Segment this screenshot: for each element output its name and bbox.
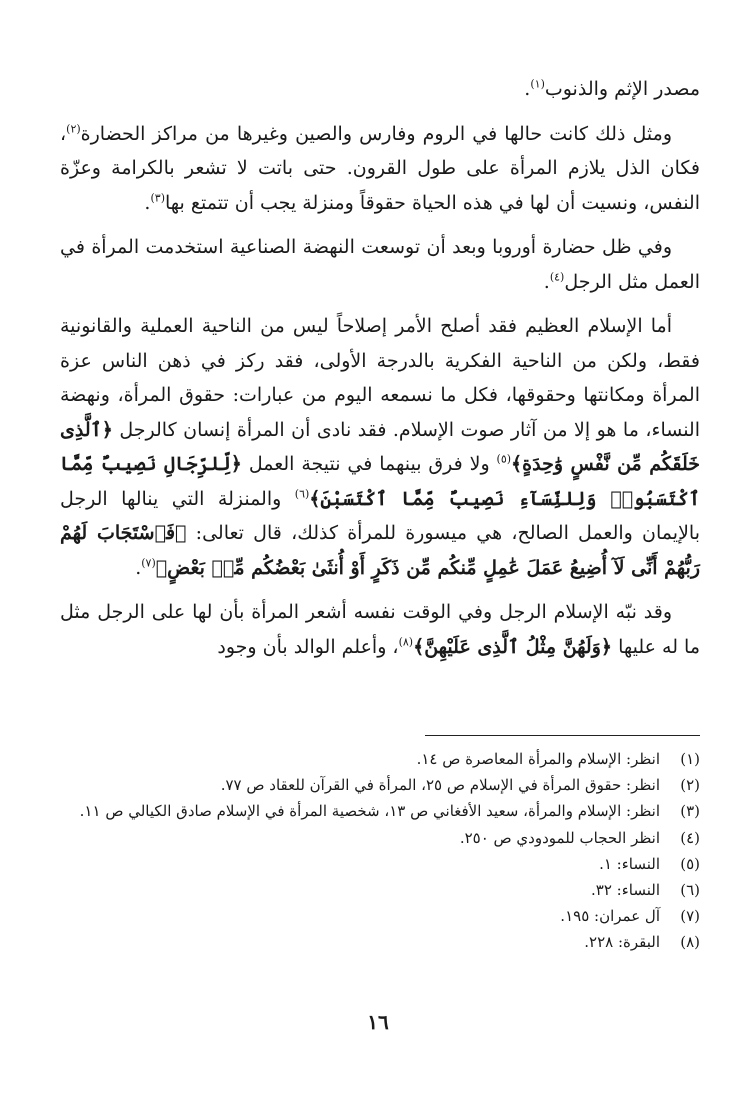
quran-quote: ﴿ٱلَّذِى خَلَقَكُم مِّن نَّفْسٍ وَٰحِدَةٍ﴾ (60, 418, 700, 475)
footnote-item (60, 877, 700, 903)
quran-quote: ﴿وَلَهُنَّ مِثْلُ ٱلَّذِى عَلَيْهِنَّ﴾ (413, 635, 613, 658)
paragraph-text: . (524, 78, 531, 100)
paragraph-text: وفي ظل حضارة أوروبا وبعد أن توسعت النهضة الصناعية استخدمت المرأة في العمل مثل الرجل (60, 236, 700, 293)
paragraph-3 (60, 230, 700, 299)
footnote-item (60, 772, 700, 798)
footnote-item (60, 903, 700, 929)
footnote-text: البقرة: ٢٢٨. (584, 933, 660, 952)
footnote-number: (١) (680, 750, 700, 768)
main-text (60, 72, 700, 664)
footnote-text: النساء: ١. (599, 854, 660, 873)
footnote-text: انظر: الإسلام والمرأة المعاصرة ص ١٤. (416, 750, 660, 768)
footnote-reference: (٨) (398, 635, 414, 649)
footnote-text: النساء: ٣٢. (591, 881, 660, 900)
footnote-reference: (٤) (549, 270, 565, 284)
quran-quote: ﴿فَٱسْتَجَابَ لَهُمْ رَبُّهُمْ أَنِّى لَآ أُضِيعُ عَمَلَ عَٰمِلٍ مِّنكُم مِّن ذَكَرٍ أَوْ أُنثَىٰ بَعْضُكُم مِّنۢ بَعْضٍ﴾ (60, 522, 700, 579)
footnote-separator (425, 735, 700, 736)
paragraph-4 (60, 309, 700, 585)
footnotes (60, 746, 700, 956)
footnote-reference: (٣) (150, 191, 165, 205)
footnote-reference: (٢) (66, 122, 81, 136)
paragraph-1 (60, 72, 700, 107)
footnote-text: آل عمران: ١٩٥. (560, 907, 660, 926)
paragraph-text: . (144, 191, 151, 214)
paragraph-2 (60, 117, 700, 221)
paragraph-text: . (543, 270, 550, 293)
footnote-reference: (٥) (496, 452, 512, 466)
footnote-number: (٧) (680, 907, 700, 926)
footnote-reference: (٧) (141, 556, 156, 570)
footnote-text: انظر: حقوق المرأة في الإسلام ص ٢٥، المرأة في القرآن للعقاد ص ٧٧. (220, 776, 660, 795)
footnote-number: (٦) (680, 881, 700, 900)
footnote-text: انظر: الإسلام والمرأة، سعيد الأفغاني ص ١٣، شخصية المرأة في الإسلام صادق الكيالي ص ١١. (79, 802, 660, 821)
footnote-number: (٥) (680, 854, 700, 873)
quran-quote: ﴿لِّلرِّجَالِ نَصِيبٌ مِّمَّا ٱكْتَسَبُوا۟ وَلِلنِّسَآءِ نَصِيبٌ مِّمَّا ٱكْتَسَبْنَ﴾ (60, 453, 700, 510)
paragraph-text: مصدر الإثم والذنوب (544, 78, 700, 100)
footnote-item (60, 825, 700, 851)
paragraph-text: ولا فرق بينهما في نتيجة العمل (241, 453, 497, 475)
paragraph-text: أما الإسلام العظيم فقد أصلح الأمر إصلاحاً ليس من الناحية العملية والقانونية فقط، ولكن من الناحية الفكرية بالدرجة الأولى، فقد ركز في ذهن الناس عزة المرأة ومكانتها وحقوقها، فكل ما نسمعه اليوم من عبارات: حقوق المرأة، ونهضة النساء، ما هو إلا من آثار صوت الإسلام. فقد نادى أن المرأة إنسان كالرجل (60, 315, 700, 441)
paragraph-text: وقد نبّه الإسلام الرجل وفي الوقت نفسه أشعر المرأة بأن لها على الرجل مثل ما له عليها (60, 601, 700, 658)
footnote-item (60, 851, 700, 877)
paragraph-5 (60, 595, 700, 664)
paragraph-text: . (135, 556, 142, 579)
footnote-item (60, 929, 700, 955)
footnote-item (60, 798, 700, 824)
page-number: ١٦ (367, 1010, 389, 1034)
paragraph-text: والمنزلة التي ينالها الرجل بالإيمان والعمل الصالح، هي ميسورة للمرأة كذلك، قال تعالى: (60, 487, 700, 544)
footnote-number: (٨) (680, 933, 700, 952)
footnote-reference: (٦) (294, 487, 310, 501)
paragraph-text: ، وأعلم الوالد بأن وجود (217, 635, 399, 658)
footnote-item (60, 746, 700, 772)
footnote-number: (٢) (680, 776, 700, 795)
page-body (60, 72, 700, 664)
footnote-number: (٤) (680, 828, 700, 847)
footnote-number: (٣) (680, 802, 700, 821)
paragraph-text: ومثل ذلك كانت حالها في الروم وفارس والصين وغيرها من مراكز الحضارة (80, 122, 672, 145)
footnote-reference: (١) (530, 77, 545, 91)
paragraph-text: ، فكان الذل يلازم المرأة على طول القرون. حتى باتت لا تشعر بالكرامة وعزّة النفس، ونسيت أن لها في هذه الحياة حقوقاً ومنزلة يجب أن تتمتع بها (60, 122, 700, 214)
footnote-text: انظر الحجاب للمودودي ص ٢٥٠. (459, 828, 660, 847)
